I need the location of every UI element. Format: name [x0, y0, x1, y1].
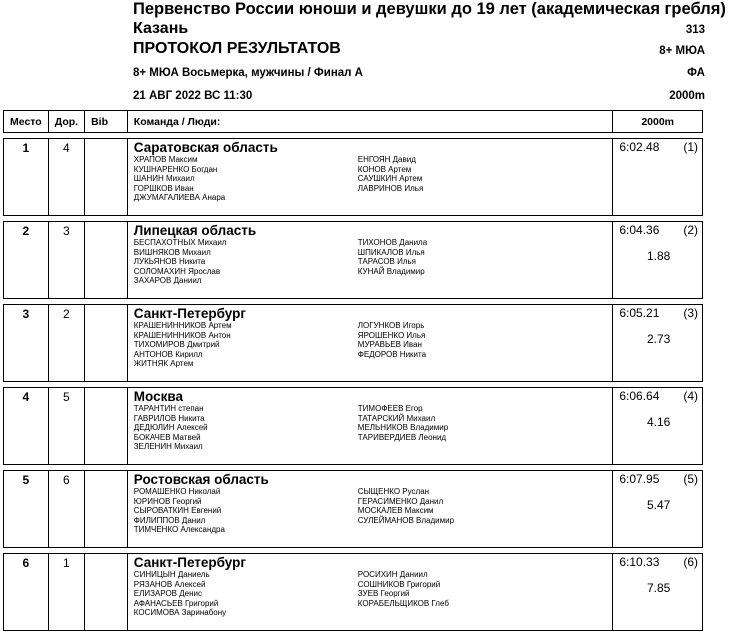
result-row — [4, 471, 703, 548]
time-cell — [613, 139, 703, 216]
finish-time: 6:04.36 — [619, 223, 660, 237]
race-number: 313 — [685, 24, 705, 36]
bib-cell — [85, 554, 128, 631]
place-cell: 3 — [4, 305, 49, 382]
lane-cell: 2 — [48, 305, 84, 382]
crew-list — [134, 404, 607, 452]
crew-member: МУРАВЬЕВ Иван — [357, 340, 422, 350]
crew-column-left — [134, 155, 358, 203]
crew-member: ЗУЕВ Георгий — [357, 589, 410, 599]
crew-column-right — [358, 155, 582, 203]
crew-member: ШАНИН Михаил — [133, 174, 195, 184]
crew-member: ФИЛИППОВ Данил — [133, 515, 206, 525]
crew-member: РОМАШЕНКО Николай — [133, 487, 221, 496]
team-name: Саратовская область — [133, 140, 278, 155]
crew-member: СОЛОМАХИН Ярослав — [133, 266, 221, 276]
crew-member: ЛУКЬЯНОВ Никита — [133, 257, 206, 267]
result-row — [4, 222, 703, 299]
col-header-lane: Дор. — [48, 111, 84, 133]
crew-column-right — [358, 487, 582, 535]
team-name: Липецкая область — [133, 223, 257, 238]
col-header-place: Место — [4, 111, 49, 133]
finish-time: 6:06.64 — [619, 389, 660, 403]
crew-member: ЕЛИЗАРОВ Денис — [133, 589, 202, 599]
result-row — [4, 388, 703, 465]
distance-label: 2000m — [669, 90, 705, 102]
table-header-row — [4, 111, 703, 133]
result-row — [4, 305, 703, 382]
finish-time: 6:02.48 — [619, 140, 660, 154]
bib-cell — [85, 305, 128, 382]
date-label: 21 АВГ 2022 ВС 11:30 — [133, 90, 253, 102]
crew-member: ЗАХАРОВ Даниил — [133, 276, 202, 286]
finish-time: 6:07.95 — [619, 472, 660, 486]
crew-member: ТИМЧЕНКО Александра — [133, 525, 225, 535]
crew-member: СИНИЦЫН Даниель — [133, 570, 210, 579]
lane-cell: 3 — [48, 222, 84, 299]
place-cell: 6 — [4, 554, 49, 631]
crew-member: ТАРАНТИН степан — [133, 404, 204, 413]
time-cell — [613, 388, 703, 465]
crew-member: ТАРИВЕРДИЕВ Леонид — [357, 432, 447, 442]
crew-member: СУЛЕЙМАНОВ Владимир — [357, 515, 455, 525]
result-row — [4, 139, 703, 216]
crew-column-left — [134, 238, 358, 286]
page-title: Первенство России юноши и девушки до 19 лет (академическая гребля) — [133, 0, 726, 18]
lane-cell: 4 — [48, 139, 84, 216]
finish-rank: (6) — [683, 555, 698, 569]
col-header-bib: Bib — [85, 111, 128, 133]
boat-class: 8+ МЮА — [659, 45, 705, 57]
crew-member: МЕЛЬНИКОВ Владимир — [357, 423, 449, 433]
crew-member: СЫРОВАТКИН Евгений — [133, 506, 222, 516]
time-line — [619, 306, 698, 320]
crew-column-right — [358, 321, 582, 369]
team-cell — [127, 222, 613, 299]
col-header-team: Команда / Люди: — [127, 111, 613, 133]
crew-member: БЕСПАХОТНЫХ Михаил — [133, 238, 227, 247]
crew-member: ХРАПОВ Максим — [133, 155, 198, 164]
crew-member: ВИШНЯКОВ Михаил — [133, 247, 211, 257]
team-name: Санкт-Петербург — [133, 306, 246, 321]
crew-member: ГОРШКОВ Иван — [133, 183, 194, 193]
crew-member: ШПИКАЛОВ Илья — [357, 247, 425, 257]
crew-list — [134, 155, 607, 203]
crew-member: КРАШЕНИННИКОВ Антон — [133, 330, 231, 340]
crew-member: ТИХОНОВ Данила — [357, 238, 428, 247]
crew-member: РЯЗАНОВ Алексей — [133, 579, 206, 589]
finish-rank: (1) — [683, 140, 698, 154]
team-name: Ростовская область — [133, 472, 269, 487]
place-cell: 4 — [4, 388, 49, 465]
crew-member: САУШКИН Артем — [357, 174, 423, 184]
finish-rank: (2) — [683, 223, 698, 237]
bib-cell — [85, 222, 128, 299]
crew-list — [134, 570, 607, 618]
crew-member: ЯРОШЕНКО Илья — [357, 330, 426, 340]
place-cell: 2 — [4, 222, 49, 299]
crew-member: СЫЩЕНКО Руслан — [357, 487, 430, 496]
team-cell — [127, 471, 613, 548]
protocol-title: ПРОТОКОЛ РЕЗУЛЬТАТОВ — [133, 40, 341, 57]
crew-list — [134, 321, 607, 369]
crew-column-left — [134, 487, 358, 535]
time-cell — [613, 222, 703, 299]
crew-member: СОШНИКОВ Григорий — [357, 579, 441, 589]
time-line — [619, 389, 698, 403]
bib-cell — [85, 388, 128, 465]
crew-member: МОСКАЛЕВ Максим — [357, 506, 434, 516]
crew-member: ЗЕЛЕНИН Михаил — [133, 442, 203, 452]
crew-member: АНТОНОВ Кирилл — [133, 349, 203, 359]
crew-list — [134, 487, 607, 535]
crew-column-right — [358, 238, 582, 286]
time-line — [619, 223, 698, 237]
finish-time: 6:10.33 — [619, 555, 660, 569]
phase-label: ФА — [687, 67, 705, 79]
bib-cell — [85, 139, 128, 216]
time-line — [619, 140, 698, 154]
crew-member: КУШНАРЕНКО Богдан — [133, 164, 218, 174]
crew-member: ТИМОФЕЕВ Егор — [357, 404, 423, 413]
time-difference: 5.47 — [647, 498, 671, 512]
crew-member: ЕНГОЯН Давид — [357, 155, 416, 164]
team-cell — [127, 388, 613, 465]
crew-member: ГЕРАСИМЕНКО Данил — [357, 496, 444, 506]
team-name: Санкт-Петербург — [133, 555, 246, 570]
lane-cell: 1 — [48, 554, 84, 631]
crew-list — [134, 238, 607, 286]
time-line — [619, 472, 698, 486]
team-cell — [127, 139, 613, 216]
finish-rank: (5) — [683, 472, 698, 486]
crew-member: КУНАЙ Владимир — [357, 266, 425, 276]
time-cell — [613, 471, 703, 548]
team-name: Москва — [133, 389, 184, 404]
time-cell — [613, 305, 703, 382]
crew-member: КОРАБЕЛЬЩИКОВ Глеб — [357, 598, 449, 608]
time-cell — [613, 554, 703, 631]
time-difference: 2.73 — [647, 332, 671, 346]
crew-member: БОКАЧЕВ Матвей — [133, 432, 201, 442]
time-difference: 4.16 — [647, 415, 671, 429]
crew-member: ЛАВРИНОВ Илья — [357, 183, 424, 193]
place-cell: 5 — [4, 471, 49, 548]
lane-cell: 5 — [48, 388, 84, 465]
crew-member: ДЖУМАГАЛИЕВА Анара — [133, 193, 226, 203]
result-row — [4, 554, 703, 631]
crew-member: КРАШЕНИННИКОВ Артем — [133, 321, 232, 330]
crew-member: ГАВРИЛОВ Никита — [133, 413, 205, 423]
crew-member: ТАТАРСКИЙ Михаил — [357, 413, 436, 423]
crew-column-right — [358, 404, 582, 452]
crew-member: ЛОГУНКОВ Игорь — [357, 321, 425, 330]
finish-rank: (3) — [683, 306, 698, 320]
results-table — [3, 110, 703, 631]
city-label: Казань — [133, 20, 189, 37]
crew-member: ДЕДЮЛИН Алексей — [133, 423, 208, 433]
crew-member: АФАНАСЬЕВ Григорий — [133, 598, 219, 608]
event-label: 8+ МЮА Восьмерка, мужчины / Финал А — [133, 67, 363, 79]
team-cell — [127, 305, 613, 382]
crew-column-left — [134, 404, 358, 452]
time-difference: 1.88 — [647, 249, 671, 263]
crew-member: ЖИТНЯК Артем — [133, 359, 194, 369]
crew-member: ТАРАСОВ Илья — [357, 257, 417, 267]
crew-member: ЮРИНОВ Георгий — [133, 496, 202, 506]
bib-cell — [85, 471, 128, 548]
crew-column-right — [358, 570, 582, 618]
time-line — [619, 555, 698, 569]
crew-member: ФЕДОРОВ Никита — [357, 349, 427, 359]
crew-member: КОНОВ Артем — [357, 164, 412, 174]
time-difference: 7.85 — [647, 581, 671, 595]
crew-column-left — [134, 321, 358, 369]
crew-member: ТИХОМИРОВ Дмитрий — [133, 340, 220, 350]
col-header-time: 2000m — [613, 111, 703, 133]
team-cell — [127, 554, 613, 631]
finish-rank: (4) — [683, 389, 698, 403]
crew-column-left — [134, 570, 358, 618]
lane-cell: 6 — [48, 471, 84, 548]
place-cell: 1 — [4, 139, 49, 216]
crew-member: КОСИМОВА Заринабону — [133, 608, 227, 618]
crew-member: РОСИХИН Даниил — [357, 570, 428, 579]
finish-time: 6:05.21 — [619, 306, 660, 320]
